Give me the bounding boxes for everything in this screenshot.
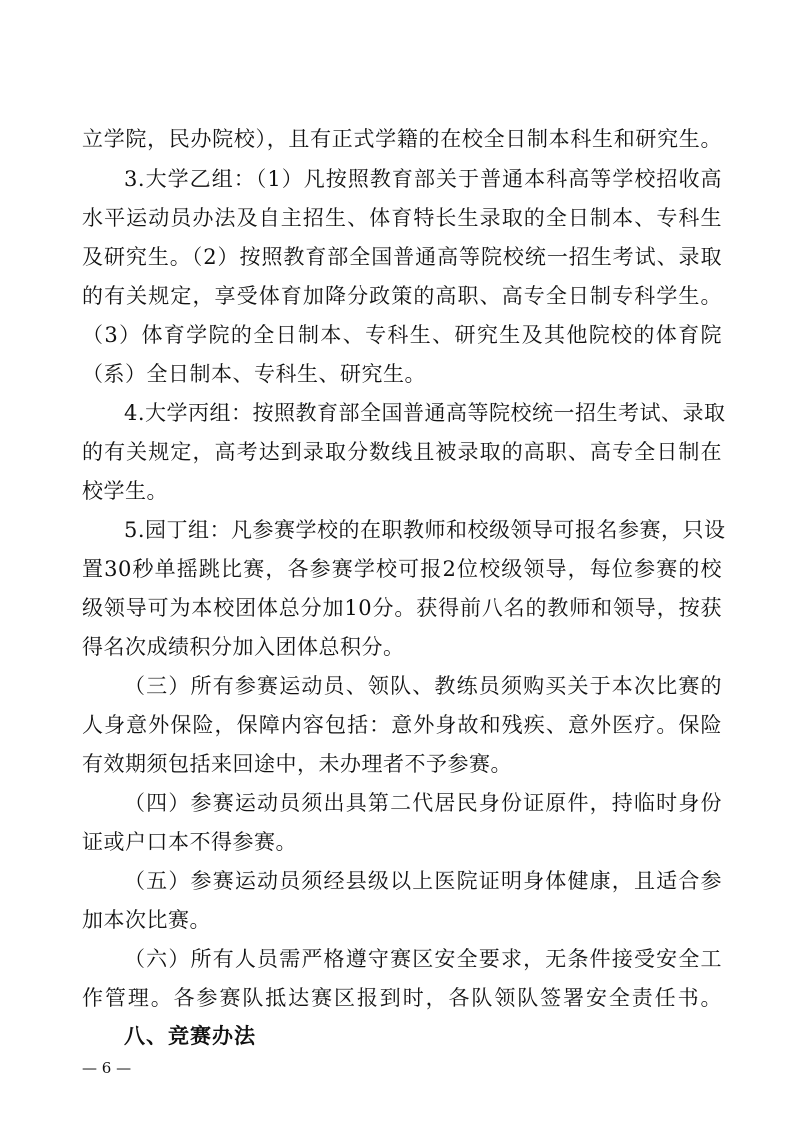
text-line: （三）所有参赛运动员、领队、教练员须购买关于本次比赛的 [124,674,722,698]
text-line: 3.大学乙组：（1）凡按照教育部关于普通本科高等学校招收高 [124,167,722,191]
text-line: 水平运动员办法及自主招生、体育特长生录取的全日制本、专科生 [82,206,722,230]
text-line: 人身意外保险，保障内容包括：意外身故和残疾、意外医疗。保险 [82,713,722,737]
text-line: （五）参赛运动员须经县级以上医院证明身体健康，且适合参 [124,869,722,893]
text-line: 的有关规定，享受体育加降分政策的高职、高专全日制专科学生。 [82,284,722,308]
section-heading: 八、竞赛办法 [124,1024,256,1048]
text-line: （六）所有人员需严格遵守赛区安全要求，无条件接受安全工 [124,947,722,971]
text-line: （系）全日制本、专科生、研究生。 [82,362,426,386]
text-line: 作管理。各参赛队抵达赛区报到时，各队领队签署安全责任书。 [82,986,722,1010]
text-line: 置30秒单摇跳比赛，各参赛学校可报2位校级领导，每位参赛的校 [82,557,722,581]
text-line: 证或户口本不得参赛。 [82,830,297,854]
text-line: 4.大学丙组：按照教育部全国普通高等院校统一招生考试、录取 [124,401,726,425]
text-line: （四）参赛运动员须出具第二代居民身份证原件，持临时身份 [124,791,722,815]
text-line: 5.园丁组：凡参赛学校的在职教师和校级领导可报名参赛，只设 [124,518,726,542]
text-line: 级领导可为本校团体总分加10分。获得前八名的教师和领导，按获 [82,596,722,620]
text-line: （3）体育学院的全日制本、专科生、研究生及其他院校的体育院 [82,323,722,347]
page-number: — 6 — [82,1059,132,1077]
text-line: 立学院，民办院校），且有正式学籍的在校全日制本科生和研究生。 [82,127,722,151]
text-line: 校学生。 [82,479,168,503]
text-line: 得名次成绩积分加入团体总积分。 [82,635,405,659]
text-line: 的有关规定，高考达到录取分数线且被录取的高职、高专全日制在 [82,440,722,464]
text-line: 及研究生。（2）按照教育部全国普通高等院校统一招生考试、录取 [82,245,722,269]
text-line: 加本次比赛。 [82,908,211,932]
text-line: 有效期须包括来回途中，未办理者不予参赛。 [82,752,512,776]
